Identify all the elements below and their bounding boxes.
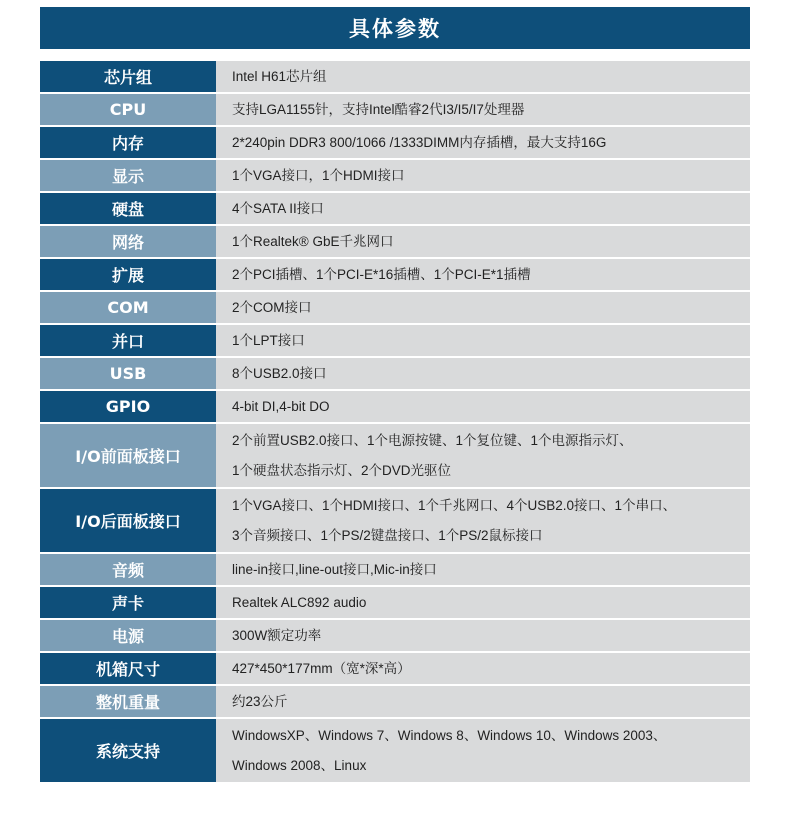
spec-value-line: 2个前置USB2.0接口、1个电源按键、1个复位键、1个电源指示灯、 xyxy=(232,432,633,448)
spec-value xyxy=(218,292,750,323)
spec-value-line: 2*240pin DDR3 800/1066 /1333DIMM内存插槽，最大支持16G xyxy=(232,134,607,150)
spec-value xyxy=(218,620,750,651)
spec-row xyxy=(40,653,750,684)
spec-value xyxy=(218,160,750,191)
spec-row xyxy=(40,160,750,191)
spec-label: I/O前面板接口 xyxy=(40,424,216,487)
spec-value-line: 300W额定功率 xyxy=(232,627,322,643)
spec-value xyxy=(218,358,750,389)
spec-row xyxy=(40,620,750,651)
spec-value xyxy=(218,61,750,92)
spec-label: 电源 xyxy=(40,620,216,651)
spec-label: 音频 xyxy=(40,554,216,585)
spec-label: 显示 xyxy=(40,160,216,191)
spec-value xyxy=(218,193,750,224)
spec-label: 系统支持 xyxy=(40,719,216,782)
spec-label: 并口 xyxy=(40,325,216,356)
spec-value-line: 1个LPT接口 xyxy=(232,332,305,348)
spec-row xyxy=(40,554,750,585)
spec-value xyxy=(218,259,750,290)
spec-row xyxy=(40,325,750,356)
spec-value xyxy=(218,226,750,257)
spec-value-line: 8个USB2.0接口 xyxy=(232,365,327,381)
spec-value xyxy=(218,94,750,125)
spec-value-line: WindowsXP、Windows 7、Windows 8、Windows 10、Windows 2003、 xyxy=(232,727,667,743)
spec-value-line: 3个音频接口、1个PS/2键盘接口、1个PS/2鼠标接口 xyxy=(232,527,543,543)
spec-value-line: 1个VGA接口、1个HDMI接口、1个千兆网口、4个USB2.0接口、1个串口、 xyxy=(232,497,677,513)
spec-value xyxy=(218,127,750,158)
spec-row xyxy=(40,686,750,717)
spec-value xyxy=(218,719,750,782)
spec-value-line: Realtek ALC892 audio xyxy=(232,594,367,610)
spec-label: 网络 xyxy=(40,226,216,257)
spec-value-line: Intel H61芯片组 xyxy=(232,68,327,84)
spec-label: 声卡 xyxy=(40,587,216,618)
spec-value-line: 1个VGA接口，1个HDMI接口 xyxy=(232,167,405,183)
spec-row xyxy=(40,94,750,125)
spec-value xyxy=(218,587,750,618)
spec-value-line: 4-bit DI,4-bit DO xyxy=(232,398,330,414)
spec-value xyxy=(218,391,750,422)
spec-row xyxy=(40,358,750,389)
spec-value-line: 2个COM接口 xyxy=(232,299,312,315)
spec-value-line: Windows 2008、Linux xyxy=(232,757,367,773)
spec-value-line: 1个Realtek® GbE千兆网口 xyxy=(232,233,394,249)
spec-label: 整机重量 xyxy=(40,686,216,717)
spec-row xyxy=(40,292,750,323)
spec-value xyxy=(218,653,750,684)
spec-value-line: 1个硬盘状态指示灯、2个DVD光驱位 xyxy=(232,462,452,478)
spec-row xyxy=(40,391,750,422)
spec-value-line: line-in接口,line-out接口,Mic-in接口 xyxy=(232,561,437,577)
spec-label: I/O后面板接口 xyxy=(40,489,216,552)
spec-value xyxy=(218,424,750,487)
spec-row xyxy=(40,587,750,618)
spec-table xyxy=(40,61,750,784)
spec-label: CPU xyxy=(40,94,216,125)
spec-value-line: 支持LGA1155针，支持Intel酷睿2代I3/I5/I7处理器 xyxy=(232,101,525,117)
spec-row xyxy=(40,226,750,257)
spec-value xyxy=(218,325,750,356)
spec-value-line: 2个PCI插槽、1个PCI-E*16插槽、1个PCI-E*1插槽 xyxy=(232,266,531,282)
page-title-text: 具体参数 xyxy=(349,17,441,41)
spec-label: USB xyxy=(40,358,216,389)
spec-value xyxy=(218,554,750,585)
spec-value xyxy=(218,489,750,552)
spec-label: GPIO xyxy=(40,391,216,422)
spec-label: 扩展 xyxy=(40,259,216,290)
spec-row xyxy=(40,489,750,552)
spec-row xyxy=(40,127,750,158)
spec-row xyxy=(40,424,750,487)
spec-label: COM xyxy=(40,292,216,323)
spec-value-line: 427*450*177mm（宽*深*高） xyxy=(232,660,411,676)
spec-row xyxy=(40,193,750,224)
spec-value-line: 约23公斤 xyxy=(232,693,288,709)
spec-label: 内存 xyxy=(40,127,216,158)
spec-row xyxy=(40,719,750,782)
spec-label: 机箱尺寸 xyxy=(40,653,216,684)
spec-label: 芯片组 xyxy=(40,61,216,92)
spec-label: 硬盘 xyxy=(40,193,216,224)
spec-row xyxy=(40,259,750,290)
spec-value-line: 4个SATA II接口 xyxy=(232,200,324,216)
spec-row xyxy=(40,61,750,92)
spec-value xyxy=(218,686,750,717)
page-title xyxy=(40,7,750,49)
